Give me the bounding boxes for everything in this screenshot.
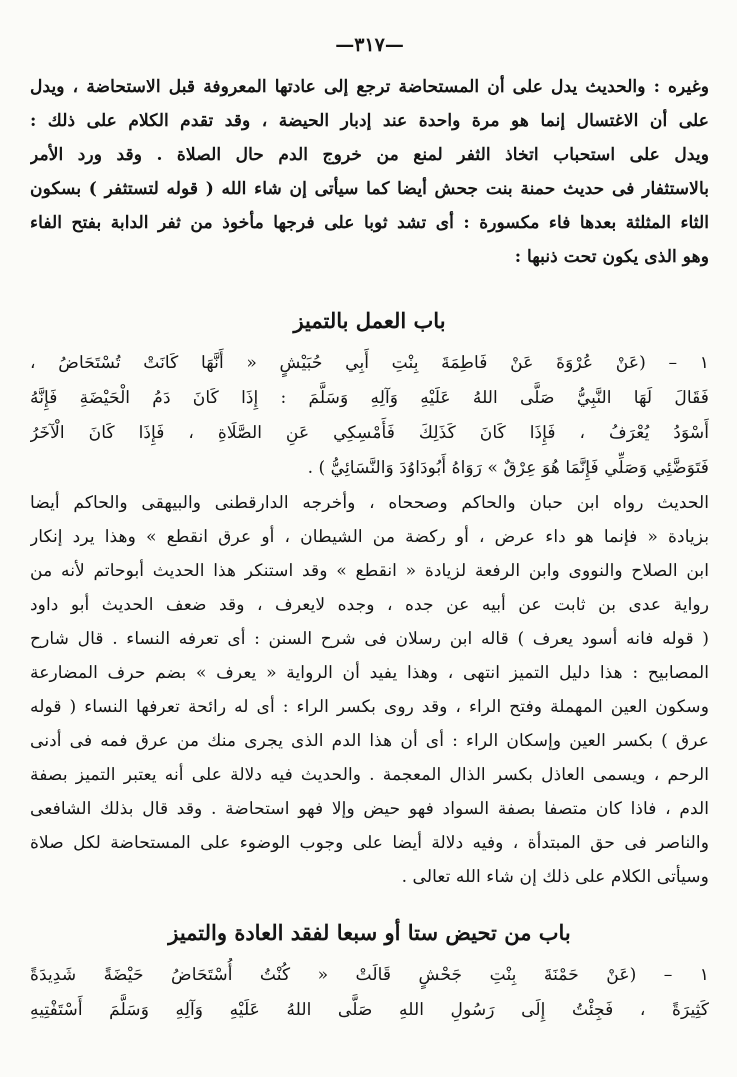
text-line: وغيره : والحديث يدل على أن المستحاضة ترجع إلى عادتها المعروفة قبل الاستحاضة ، ويدل — [30, 77, 709, 97]
text-line: الرحم ، ويسمى العاذل بكسر الذال المعجمة . والحديث فيه دلالة على أنه يعتبر التميز بصفة — [30, 765, 709, 785]
hadith-text — [30, 346, 709, 486]
text-line: عرق ) بكسر العين وإسكان الراء : أى أن هذا الدم الذى يجرى منك من عرق فمه فى أدنى — [30, 731, 709, 751]
hadith-text — [30, 958, 709, 1028]
text-line: وسكون العين المهملة وفتح الراء ، وقد روى بكسر الراء : أى له رائحة تعرفها النساء ( قوله — [30, 697, 709, 717]
text-line: بزيادة « فإنما هو داء عرض ، أو ركضة من الشيطان ، أو عرق انقطع » وهذا يرد إنكار — [30, 527, 709, 547]
text-line: المصابيح : هذا دليل التميز انتهى ، وهذا يفيد أن الرواية « يعرف » بضم حرف المضارعة — [30, 663, 709, 683]
text-line: على أن الاغتسال إنما هو مرة واحدة عند إدبار الحيضة ، وقد تقدم الكلام على ذلك : — [30, 111, 709, 131]
commentary-paragraph — [30, 486, 709, 894]
text-line: ( قوله فانه أسود يعرف ) قاله ابن رسلان فى شرح السنن : أى تعرفه النساء . قال شارح — [30, 629, 709, 649]
text-line: رواية عدى بن ثابت عن أبيه عن جده ، وجده لايعرف ، وقد ضعف الحديث أبو داود — [30, 595, 709, 615]
text-line: أَسْوَدُ يُعْرَفُ ، فَإِذَا كَانَ كَذَلِكَ فَأَمْسِكِي عَنِ الصَّلَاةِ ، فَإِذَا كَانَ الْآخَرُ — [30, 423, 709, 443]
text-line: الحديث رواه ابن حبان والحاكم وصححاه ، وأخرجه الدارقطنى والبيهقى والحاكم أيضا — [30, 493, 709, 513]
chapter-heading: باب من تحيض ستا أو سبعا لفقد العادة والتميز — [168, 920, 571, 945]
chapter-heading: باب العمل بالتميز — [293, 308, 446, 333]
text-line: كَثِيرَةً ، فَجِئْتُ إِلَى رَسُولِ اللهِ صَلَّى اللهُ عَلَيْهِ وَآلِهِ وَسَلَّمَ أَسْتَفْتِيهِ — [30, 1000, 709, 1020]
text-line: فَتَوَضَّئِي وَصَلِّي فَإِنَّمَا هُوَ عِرْقٌ » رَوَاهُ أَبُودَاوُدَ وَالنَّسَائِيُّ ) . — [307, 458, 709, 478]
intro-paragraph — [30, 70, 709, 274]
text-line: ابن الصلاح والنووى وابن الرفعة لزيادة « انقطع » وقد استنكر هذا الحديث أبوحاتم لأنه من — [30, 561, 709, 581]
text-line: ١ – (عَنْ عُرْوَةَ عَنْ فَاطِمَةَ بِنْتِ أَبِي حُبَيْشٍ « أَنَّهَا كَانَتْ تُسْتَحَاضُ ، — [30, 353, 709, 373]
page-number: —٣١٧— — [335, 34, 404, 56]
text-line: والناصر فى حق المبتدأة ، وفيه دلالة أيضا على وجوب الوضوء على المستحاضة لكل صلاة — [30, 833, 709, 853]
text-line: بالاستثفار فى حديث حمنة بنت جحش أيضا كما سيأتى إن شاء الله ( قوله لتستثفر ) بسكون — [30, 179, 709, 199]
text-line: فَقَالَ لَهَا النَّبِيُّ صَلَّى اللهُ عَلَيْهِ وَآلِهِ وَسَلَّمَ : إِذَا كَانَ دَمُ الْحَيْضَةِ فَإِنَّهُ — [30, 388, 709, 408]
text-line: الثاء المثلثة بعدها فاء مكسورة : أى تشد ثوبا على فرجها مأخوذ من ثفر الدابة بفتح الفاء — [30, 213, 709, 233]
text-line: ١ – (عَنْ حَمْنَةَ بِنْتِ جَحْشٍ قَالَتْ « كُنْتُ أُسْتَحَاضُ حَيْضَةً شَدِيدَةً — [30, 965, 709, 985]
text-line: وسيأتى الكلام على ذلك إن شاء الله تعالى . — [401, 867, 709, 887]
text-line: وهو الذى يكون تحت ذنبها : — [514, 247, 709, 267]
text-line: ويدل على استحباب اتخاذ الثفر لمنع من خروج الدم حال الصلاة . وقد ورد الأمر — [30, 145, 709, 165]
text-line: الدم ، فاذا كان متصفا بصفة السواد فهو حيض وإلا فهو استحاضة . وقد قال بذلك الشافعى — [30, 799, 709, 819]
